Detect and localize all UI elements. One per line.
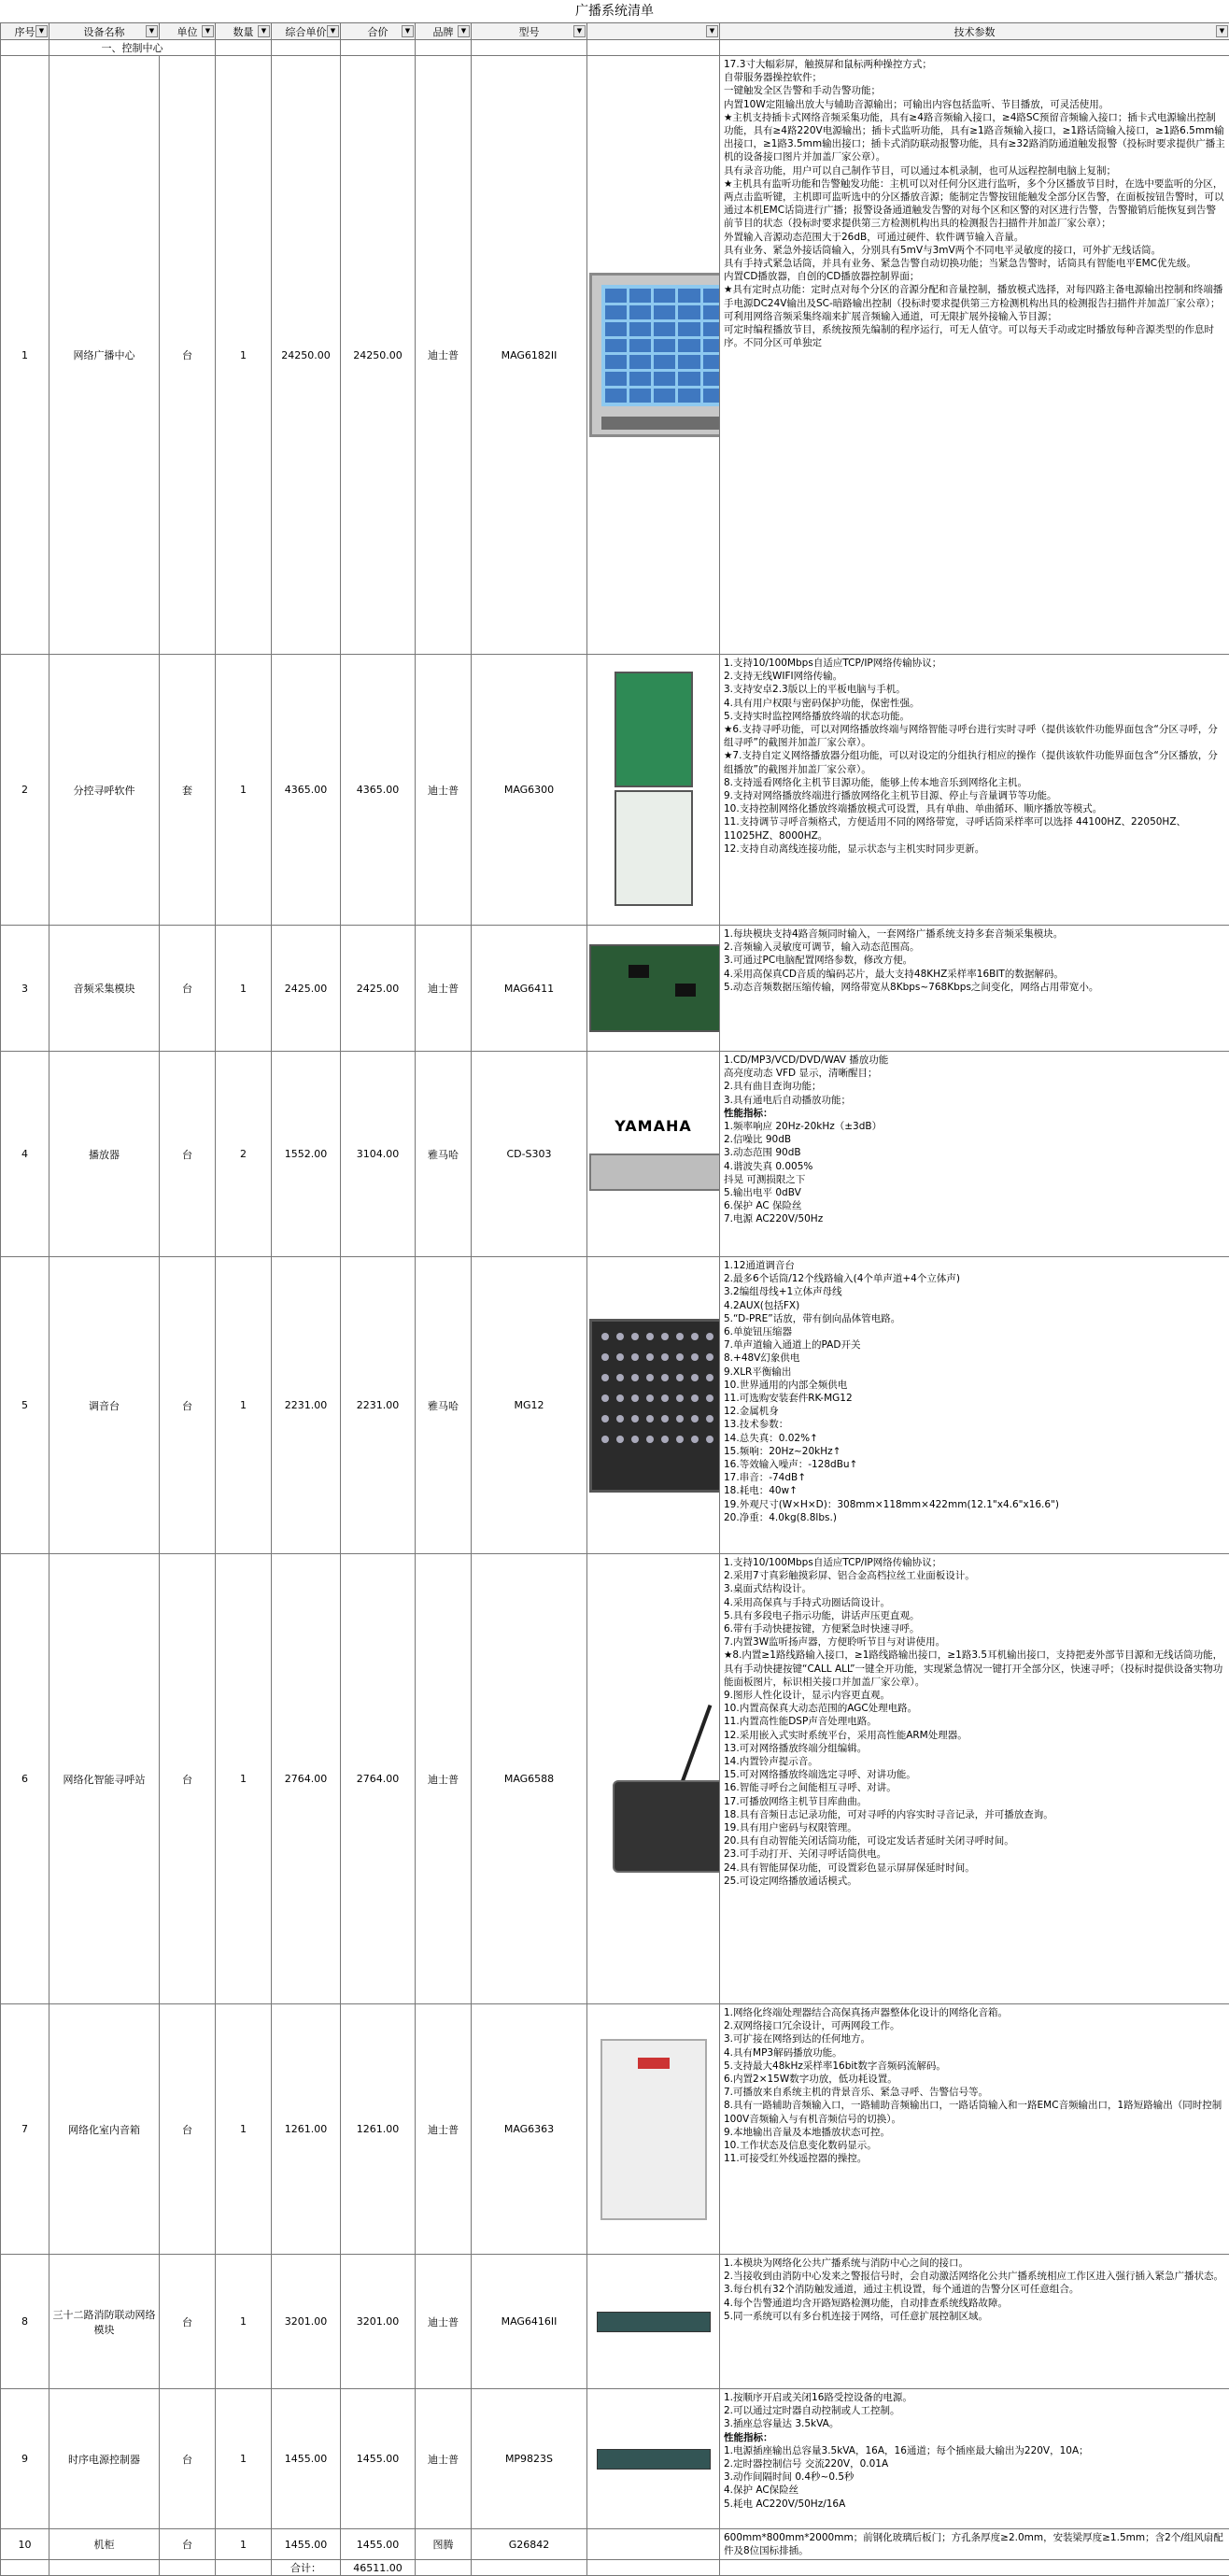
cell-image[interactable]: [587, 1052, 720, 1257]
spec-line: 3.具有通电后自动播放功能；: [724, 1094, 1225, 1107]
cell-model[interactable]: MAG6588: [472, 1554, 587, 2004]
spec-line: 2.双网络接口冗余设计，可两网段工作。: [724, 2019, 1225, 2032]
spec-line: 可定时编程播放节目，系统按预先编制的程序运行，可无人值守。可以每天手动或定时播放每种音源类型的作息时序。不同分区可单独定: [724, 323, 1225, 349]
col-no[interactable]: 序号 ▼: [1, 23, 49, 40]
empty-cell[interactable]: [472, 2560, 587, 2576]
filter-dropdown-icon[interactable]: ▼: [146, 25, 158, 37]
cell-price[interactable]: 4365.00: [272, 655, 341, 926]
filter-dropdown-icon[interactable]: ▼: [35, 25, 48, 37]
spec-line: 11.可接受红外线遥控器的操控。: [724, 2152, 1225, 2165]
spec-line: ★主机支持插卡式网络音频采集功能，具有≥4路音频输入接口，≥4路SC预留音频输入接口；插卡式电源输出控制功能，具有≥4路220V电源输出；插卡式监听功能，具有≥1路音频输入接口，≥1路话筒输入接口，≥1路6.5mm输出接口，≥1路3.5mm输出接口；插卡式消防联动报警功能，具有≥32路消防通道触发报警（投标时要求提供广播主机的设备接口图片并加盖厂家公章）。: [724, 111, 1225, 164]
spec-line: 16.等效输入噪声：-128dBu↑: [724, 1458, 1225, 1471]
col-qty[interactable]: 数量 ▼: [216, 23, 272, 40]
yamaha-logo: YAMAHA: [589, 1117, 717, 1135]
cell-price[interactable]: 1552.00: [272, 1052, 341, 1257]
spec-line: 10.世界通用的内部全频供电: [724, 1379, 1225, 1392]
cell-no[interactable]: 4: [1, 1052, 49, 1257]
spec-line: 3.动态范围 90dB: [724, 1146, 1225, 1159]
spec-line: 4.具有用户权限与密码保护功能，保密性强。: [724, 697, 1225, 710]
table-row: [1, 2389, 1229, 2529]
spec-line: 6.保护 AC 保险丝: [724, 1199, 1225, 1212]
filter-dropdown-icon[interactable]: ▼: [402, 25, 414, 37]
spec-line: 25.可设定网络播放通话模式。: [724, 1875, 1225, 1888]
cell-no[interactable]: 1: [1, 56, 49, 655]
col-spec[interactable]: 技术参数 ▼: [720, 23, 1229, 40]
spec-line: 4.2AUX(包括FX): [724, 1299, 1225, 1312]
spec-line: 17.串音：-74dB↑: [724, 1471, 1225, 1484]
cell-image[interactable]: [587, 56, 720, 655]
spec-line: 2.音频输入灵敏度可调节，输入动态范围高。: [724, 941, 1225, 954]
empty-cell[interactable]: [416, 2560, 472, 2576]
cell-brand[interactable]: 雅马哈: [416, 1257, 472, 1554]
spec-line: 19.外观尺寸(W×H×D)：308mm×118mm×422mm(12.1"x4.6"x16.6"): [724, 1498, 1225, 1511]
cell-qty[interactable]: 1: [216, 2255, 272, 2389]
spec-line: 1.本模块为网络化公共广播系统与消防中心之间的接口。: [724, 2257, 1225, 2270]
spec-line: 9.本地输出音量及本地播放状态可控。: [724, 2126, 1225, 2139]
spec-line: 4.保护 AC保险丝: [724, 2484, 1225, 2497]
table-row: [1, 2255, 1229, 2389]
cell-total[interactable]: 1455.00: [341, 2389, 416, 2529]
cell-brand[interactable]: 迪士普: [416, 2004, 472, 2255]
spec-line: 1.频率响应 20Hz-20kHz（±3dB）: [724, 1120, 1225, 1133]
cd-player-image: [589, 1117, 717, 1191]
spec-line: 自带服务器操控软件；: [724, 71, 1225, 84]
spec-line: 4.谐波失真 0.005%: [724, 1160, 1225, 1173]
col-image[interactable]: [587, 23, 720, 40]
col-brand[interactable]: 品牌 ▼: [416, 23, 472, 40]
filter-dropdown-icon[interactable]: ▼: [573, 25, 586, 37]
spec-line: 10.内置高保真大动态范围的AGC处理电路。: [724, 1702, 1225, 1715]
table-row: [1, 2529, 1229, 2560]
spec-line: 5.具有多段电子指示功能，讲话声压更直观。: [724, 1609, 1225, 1622]
filter-dropdown-icon[interactable]: ▼: [258, 25, 270, 37]
spec-line: 8.支持遥看网络化主机节目源功能，能够上传本地音乐到网络化主机。: [724, 776, 1225, 789]
spec-line: 5.动态音频数据压缩传输，网络带宽从8Kbps~768Kbps之间变化，网络占用带宽小。: [724, 981, 1225, 994]
table-row: [1, 926, 1229, 1052]
spec-line: 2.当接收到由消防中心发来之警报信号时，会自动激活网络化公共广播系统相应工作区进入强行插入紧急广播状态。: [724, 2270, 1225, 2283]
cell-spec[interactable]: [720, 655, 1229, 926]
cell-price[interactable]: 1261.00: [272, 2004, 341, 2255]
spec-line: 11.支持调节寻呼音频格式，方便适用不同的网络带宽，寻呼话筒采样率可以选择 44100HZ、22050HZ、11025HZ、8000HZ。: [724, 815, 1225, 842]
spec-line: 性能指标：: [724, 1107, 1225, 1120]
cell-brand[interactable]: 迪士普: [416, 2255, 472, 2389]
spec-line: 7.可播放来自系统主机的背景音乐、紧急寻呼、告警信号等。: [724, 2086, 1225, 2099]
spec-line: 内置CD播放器，自创的CD播放器控制界面；: [724, 270, 1225, 283]
cell-image[interactable]: [587, 2529, 720, 2560]
cell-name[interactable]: 调音台: [49, 1257, 160, 1554]
cell-model[interactable]: MP9823S: [472, 2389, 587, 2529]
spec-line: 一键触发全区告警和手动告警功能；: [724, 84, 1225, 97]
spec-line: 14.内置铃声提示音。: [724, 1755, 1225, 1768]
cell-no[interactable]: 3: [1, 926, 49, 1052]
cell-total[interactable]: 3104.00: [341, 1052, 416, 1257]
spec-line: ★8.内置≥1路线路输入接口，≥1路线路输出接口，≥1路3.5耳机输出接口，支持把麦外部节目源和无线话筒功能，具有手动快捷按键“CALL ALL”一键全开功能，实现紧急情况一键打开全部分区，快速寻呼；（投标时提供设备实物功能面板图片，标识相关接口并加盖厂家公章）。: [724, 1649, 1225, 1689]
spec-line: 3.支持安卓2.3版以上的平板电脑与手机。: [724, 683, 1225, 696]
spec-line: 外置输入音源动态范围大于26dB，可通过硬件、软件调节输入音量。: [724, 231, 1225, 244]
spec-line: 1.CD/MP3/VCD/DVD/WAV 播放功能: [724, 1054, 1225, 1067]
cell-brand[interactable]: 迪士普: [416, 926, 472, 1052]
cell-unit[interactable]: 台: [160, 1052, 216, 1257]
cell-image[interactable]: [587, 1257, 720, 1554]
cell-price[interactable]: 1455.00: [272, 2529, 341, 2560]
cell-unit[interactable]: 台: [160, 56, 216, 655]
spec-line: ★7.支持自定义网络播放器分组功能，可以对设定的分组执行相应的操作（提供该软件功能界面包含“分区播放，分组播放”的截图并加盖厂家公章）。: [724, 749, 1225, 775]
cell-brand[interactable]: 迪士普: [416, 2389, 472, 2529]
cell-qty[interactable]: 1: [216, 2529, 272, 2560]
spec-line: 13.技术参数：: [724, 1418, 1225, 1431]
cell-name[interactable]: 机柜: [49, 2529, 160, 2560]
cell-model[interactable]: MAG6300: [472, 655, 587, 926]
spec-line: 1.电源插座输出总容量3.5kVA，16A，16通道；每个插座最大输出为220V，10A；: [724, 2444, 1225, 2457]
cell-spec[interactable]: [720, 2529, 1229, 2560]
spec-line: 4.具有MP3解码播放功能。: [724, 2046, 1225, 2059]
spec-line: 15.频响：20Hz~20kHz↑: [724, 1445, 1225, 1458]
cell-spec[interactable]: [720, 1052, 1229, 1257]
paging-mic-image: [589, 1677, 720, 1882]
cell-spec[interactable]: [720, 2255, 1229, 2389]
spec-line: 8.具有一路辅助音频输入口，一路辅助音频输出口，一路话筒输入和一路EMC音频输出口，1路短路输出（同时控制100V音频输入与有机音频信号的切换）。: [724, 2099, 1225, 2125]
spec-line: 6.内置2×15W数字功放，低功耗设置。: [724, 2073, 1225, 2086]
spec-line: 具有手持式紧急话筒，并具有业务、紧急告警自动切换功能；当紧急告警时，话筒具有智能电平EMC优先级。: [724, 257, 1225, 270]
table-row: [1, 1052, 1229, 1257]
spec-line: 1.网络化终端处理器结合高保真扬声器整体化设计的网络化音箱。: [724, 2006, 1225, 2019]
cell-brand[interactable]: 图腾: [416, 2529, 472, 2560]
sheet-title: 广播系统清单: [0, 0, 1229, 23]
filter-dropdown-icon[interactable]: ▼: [327, 25, 339, 37]
spec-line: 17.可播放网络主机节目库曲曲。: [724, 1795, 1225, 1808]
cell-price[interactable]: 2764.00: [272, 1554, 341, 2004]
spec-line: 20.具有自动智能关闭话筒功能，可设定发话者延时关闭寻呼时间。: [724, 1834, 1225, 1847]
spec-line: 3.桌面式结构设计。: [724, 1582, 1225, 1595]
cell-model[interactable]: MAG6416II: [472, 2255, 587, 2389]
table-row: [1, 1257, 1229, 1554]
spec-line: 3.可扩接在网络到达的任何地方。: [724, 2032, 1225, 2045]
spec-line: 10.支持控制网络化播放终端播放模式可设置，具有单曲、单曲循环、顺序播放等模式。: [724, 802, 1225, 815]
spec-line: 2.可以通过定时器自动控制或人工控制。: [724, 2404, 1225, 2417]
cell-unit[interactable]: 台: [160, 2255, 216, 2389]
col-model[interactable]: 型号 ▼: [472, 23, 587, 40]
spec-line: 16.智能寻呼台之间能相互寻呼、对讲。: [724, 1781, 1225, 1794]
cell-total[interactable]: 2425.00: [341, 926, 416, 1052]
cell-qty[interactable]: 1: [216, 2004, 272, 2255]
cell-image[interactable]: [587, 2389, 720, 2529]
spec-line: 可利用网络音频采集终端来扩展音频输入通道，可无限扩展外接输入节目源；: [724, 310, 1225, 323]
spec-line: 4.采用高保真与手持式功圈话筒设计。: [724, 1596, 1225, 1609]
cell-name[interactable]: 播放器: [49, 1052, 160, 1257]
indoor-speaker-image: [600, 2039, 707, 2220]
col-total[interactable]: 合价 ▼: [341, 23, 416, 40]
filter-dropdown-icon[interactable]: ▼: [1216, 25, 1228, 37]
cell-total[interactable]: 24250.00: [341, 56, 416, 655]
spec-line: 5.支持实时监控网络播放终端的状态功能。: [724, 710, 1225, 723]
filter-dropdown-icon[interactable]: ▼: [458, 25, 470, 37]
cell-no[interactable]: 8: [1, 2255, 49, 2389]
cell-brand[interactable]: 雅马哈: [416, 1052, 472, 1257]
mobile-app-image: [589, 672, 717, 909]
spec-line: 12.采用嵌入式实时系统平台，采用高性能ARM处理器。: [724, 1729, 1225, 1742]
empty-cell[interactable]: [160, 2560, 216, 2576]
spec-line: 7.单声道输入通道上的PAD开关: [724, 1338, 1225, 1352]
cell-brand[interactable]: 迪士普: [416, 1554, 472, 2004]
spec-line: ★6.支持寻呼功能，可以对网络播放终端与网络智能寻呼台进行实时寻呼（提供该软件功能界面包含“分区寻呼，分组寻呼”的截图并加盖厂家公章）。: [724, 723, 1225, 749]
spec-line: 12.支持自动离线连接功能，显示状态与主机实时同步更新。: [724, 842, 1225, 856]
spec-line: 1.每块模块支持4路音频同时输入，一套网络广播系统支持多套音频采集模块。: [724, 927, 1225, 941]
spec-line: 2.采用7寸真彩触摸彩屏、铝合金高档拉丝工业面板设计。: [724, 1569, 1225, 1582]
spec-line: 11.内置高性能DSP声音处理电路。: [724, 1715, 1225, 1728]
cell-image[interactable]: [587, 926, 720, 1052]
spec-line: 1.按顺序开启或关闭16路受控设备的电源。: [724, 2391, 1225, 2404]
table-row: [1, 1554, 1229, 2004]
cell-qty[interactable]: 1: [216, 2389, 272, 2529]
spec-line: 具有录音功能，用户可以自己制作节目，可以通过本机录制，也可从远程控制电脑上复制；: [724, 164, 1225, 177]
spec-line: 13.可对网络播放终端分组编辑。: [724, 1742, 1225, 1755]
power-sequencer-image: [597, 2449, 711, 2470]
cell-unit[interactable]: 台: [160, 1257, 216, 1554]
spec-line: ★具有定时点功能：定时点对每个分区的音源分配和音量控制，播放模式选择，对每四路主备电源输出控制和终端播手电源DC24V输出及SC-暗路输出控制（投标时要求提供第三方检测机构出具的检测报告扫描件并加盖厂家公章）；: [724, 283, 1225, 309]
cell-model[interactable]: MAG6411: [472, 926, 587, 1052]
section-row: [1, 40, 1229, 56]
spec-line: 9.图形人性化设计，显示内容更直观。: [724, 1689, 1225, 1702]
spec-line: 2.支持无线WIFI网络传输。: [724, 670, 1225, 683]
cell-total[interactable]: 3201.00: [341, 2255, 416, 2389]
spec-line: 抖晃 可测损限之下: [724, 1173, 1225, 1186]
spec-line: 18.耗电：40w↑: [724, 1484, 1225, 1497]
cell-qty[interactable]: 1: [216, 1554, 272, 2004]
spec-line: 5.同一系统可以有多台机连接于网络，可任意扩展控制区域。: [724, 2310, 1225, 2323]
cell-model[interactable]: MAG6363: [472, 2004, 587, 2255]
cell-model[interactable]: CD-S303: [472, 1052, 587, 1257]
col-name[interactable]: 设备名称 ▼: [49, 23, 160, 40]
col-unit[interactable]: 单位 ▼: [160, 23, 216, 40]
spec-line: 2.信噪比 90dB: [724, 1133, 1225, 1146]
cell-qty[interactable]: 1: [216, 1257, 272, 1554]
spec-line: 内置10W定阻输出放大与辅助音源输出；可输出内容包括监听、节目播放，可灵活使用。: [724, 98, 1225, 111]
cell-name[interactable]: 网络化室内音箱: [49, 2004, 160, 2255]
cell-unit[interactable]: 台: [160, 2529, 216, 2560]
cell-price[interactable]: 24250.00: [272, 56, 341, 655]
spec-line: 具有业务、紧急外接话筒输入，分别具有5mV与3mV两个不同电平灵敏度的接口，可外扩无线话筒。: [724, 244, 1225, 257]
cell-unit[interactable]: 台: [160, 2389, 216, 2529]
spec-line: 2.最多6个话筒/12个线路输入(4个单声道+4个立体声): [724, 1272, 1225, 1285]
cell-spec[interactable]: [720, 2004, 1229, 2255]
cell-brand[interactable]: 迪士普: [416, 56, 472, 655]
spec-line: 23.可手动打开、关闭寻呼话筒供电。: [724, 1847, 1225, 1861]
table-row: [1, 655, 1229, 926]
cell-total[interactable]: 1261.00: [341, 2004, 416, 2255]
spec-line: 3.2编组母线+1立体声母线: [724, 1285, 1225, 1298]
cell-name[interactable]: 分控寻呼软件: [49, 655, 160, 926]
cell-model[interactable]: MAG6182II: [472, 56, 587, 655]
spec-line: 1.支持10/100Mbps自适应TCP/IP网络传输协议；: [724, 657, 1225, 670]
spec-line: 4.采用高保真CD音质的编码芯片，最大支持48KHZ采样率16BIT的数据解码。: [724, 968, 1225, 981]
cell-no[interactable]: 7: [1, 2004, 49, 2255]
spec-line: 20.净重：4.0kg(8.8lbs.): [724, 1511, 1225, 1524]
broadcast-center-image: [589, 273, 720, 437]
cell-unit[interactable]: 套: [160, 655, 216, 926]
cell-no[interactable]: 6: [1, 1554, 49, 2004]
spec-line: 5.支持最大48kHz采样率16bit数字音频码流解码。: [724, 2059, 1225, 2073]
cell-no[interactable]: 10: [1, 2529, 49, 2560]
cell-total[interactable]: 1455.00: [341, 2529, 416, 2560]
cell-name[interactable]: 时序电源控制器: [49, 2389, 160, 2529]
cell-name[interactable]: 网络化智能寻呼站: [49, 1554, 160, 2004]
filter-dropdown-icon[interactable]: ▼: [202, 25, 214, 37]
cell-image[interactable]: [587, 2255, 720, 2389]
spec-line: ★主机具有监听功能和告警触发功能：主机可以对任何分区进行监听，多个分区播放节目时，在选中要监听的分区，两点击监听键，主机即可监听选中的分区播放音源；能制定告警按钮能触发全部分区告警，在面板按钮告警时，可以通过本机EMC话筒进行广播；报警设备通道触发告警的对每个区和区警的对区进行告警，告警撤销后能恢复到告警前节目的状态（投标时要求提供第三方检测机构出具的检测报告扫描件并加盖厂家公章）；: [724, 177, 1225, 231]
cell-qty[interactable]: 1: [216, 926, 272, 1052]
spec-line: 高亮度动态 VFD 显示，清晰醒目；: [724, 1067, 1225, 1080]
spec-line: 19.具有用户密码与权限管理。: [724, 1821, 1225, 1834]
cell-no[interactable]: 2: [1, 655, 49, 926]
spec-line: 8.+48V幻象供电: [724, 1352, 1225, 1365]
cell-spec[interactable]: [720, 1554, 1229, 2004]
spec-line: 18.具有音频日志记录功能，可对寻呼的内容实时寻音记录，并可播放查询。: [724, 1808, 1225, 1821]
spec-line: 9.支持对网络播放终端进行播放网络化主机节目源、停止与音量调节等功能。: [724, 789, 1225, 802]
spec-line: 1.12通道调音台: [724, 1259, 1225, 1272]
table-row: [1, 56, 1229, 655]
spec-line: 3.可通过PC电脑配置网络参数，修改方便。: [724, 954, 1225, 967]
cell-name[interactable]: 音频采集模块: [49, 926, 160, 1052]
fire-link-module-image: [597, 2312, 711, 2332]
cell-no[interactable]: 9: [1, 2389, 49, 2529]
cell-spec[interactable]: [720, 1257, 1229, 1554]
mixer-image: [589, 1319, 720, 1493]
cell-image[interactable]: [587, 1554, 720, 2004]
cell-price[interactable]: 2231.00: [272, 1257, 341, 1554]
cell-spec[interactable]: [720, 926, 1229, 1052]
equipment-table: [0, 22, 1229, 2576]
spec-line: 1.支持10/100Mbps自适应TCP/IP网络传输协议；: [724, 1556, 1225, 1569]
section-label: 一、控制中心: [49, 40, 216, 56]
filter-dropdown-icon[interactable]: ▼: [706, 25, 718, 37]
cell-name[interactable]: 三十二路消防联动网络模块: [49, 2255, 160, 2389]
empty-cell[interactable]: [720, 2560, 1229, 2576]
spec-line: 3.每台机有32个消防触发通道，通过主机设置，每个通道的告警分区可任意组合。: [724, 2283, 1225, 2296]
cell-spec[interactable]: [720, 56, 1229, 655]
cell-price[interactable]: 2425.00: [272, 926, 341, 1052]
cell-no[interactable]: 5: [1, 1257, 49, 1554]
spec-line: 2.定时器控制信号 交流220V，0.01A: [724, 2457, 1225, 2470]
empty-cell[interactable]: [587, 2560, 720, 2576]
spec-line: 2.具有曲目查询功能；: [724, 1080, 1225, 1093]
spec-line: 6.带有手动快捷按键，方便紧急时快速寻呼。: [724, 1622, 1225, 1635]
spec-line: 11.可选购安装套件RK-MG12: [724, 1392, 1225, 1405]
cell-qty[interactable]: 1: [216, 655, 272, 926]
spec-line: 12.金属机身: [724, 1405, 1225, 1418]
cell-total[interactable]: 2764.00: [341, 1554, 416, 2004]
empty-cell[interactable]: [1, 2560, 49, 2576]
player-body: [589, 1154, 720, 1191]
spec-line: 6.单旋钮压缩器: [724, 1325, 1225, 1338]
empty-cell[interactable]: [216, 2560, 272, 2576]
header-row: [1, 23, 1229, 40]
cell-price[interactable]: 1455.00: [272, 2389, 341, 2529]
spec-line: 9.XLR平衡输出: [724, 1366, 1225, 1379]
cell-unit[interactable]: 台: [160, 2004, 216, 2255]
spec-line: 17.3寸大幅彩屏，触摸屏和鼠标两种操控方式；: [724, 58, 1225, 71]
cell-model[interactable]: MG12: [472, 1257, 587, 1554]
col-price[interactable]: 综合单价 ▼: [272, 23, 341, 40]
total-label[interactable]: 合计：: [272, 2560, 341, 2576]
cell-name[interactable]: 网络广播中心: [49, 56, 160, 655]
cell-unit[interactable]: 台: [160, 926, 216, 1052]
cell-unit[interactable]: 台: [160, 1554, 216, 2004]
cell-brand[interactable]: 迪士普: [416, 655, 472, 926]
cell-spec[interactable]: [720, 2389, 1229, 2529]
spec-line: 4.每个告警通道均含开路短路检测功能，自动排查系统线路故障。: [724, 2297, 1225, 2310]
spec-line: 7.内置3W监听扬声器，方便聆听节目与对讲使用。: [724, 1635, 1225, 1649]
total-value[interactable]: 46511.00: [341, 2560, 416, 2576]
spec-line: 5.输出电平 0dBV: [724, 1186, 1225, 1199]
audio-module-image: [589, 944, 720, 1032]
empty-cell[interactable]: [49, 2560, 160, 2576]
total-row: [1, 2560, 1229, 2576]
cell-price[interactable]: 3201.00: [272, 2255, 341, 2389]
spec-line: 14.总失真：0.02%↑: [724, 1432, 1225, 1445]
cell-model[interactable]: G26842: [472, 2529, 587, 2560]
spec-line: 3.插座总容量达 3.5kVA。: [724, 2417, 1225, 2430]
cell-image[interactable]: [587, 655, 720, 926]
cell-total[interactable]: 4365.00: [341, 655, 416, 926]
spec-line: 3.动作间隔时间 0.4秒~0.5秒: [724, 2470, 1225, 2484]
spec-line: 10.工作状态及信息变化数码显示。: [724, 2139, 1225, 2152]
cell-total[interactable]: 2231.00: [341, 1257, 416, 1554]
spec-line: 7.电源 AC220V/50Hz: [724, 1212, 1225, 1225]
spec-line: 24.具有智能屏保功能，可设置彩色显示屏屏保延时时间。: [724, 1861, 1225, 1875]
spec-line: 5.耗电 AC220V/50Hz/16A: [724, 2498, 1225, 2511]
spec-line: 性能指标：: [724, 2431, 1225, 2444]
spec-line: 5.“D-PRE”话放，带有倒向晶体管电路。: [724, 1312, 1225, 1325]
table-row: [1, 2004, 1229, 2255]
cell-image[interactable]: [587, 2004, 720, 2255]
spec-line: 15.可对网络播放终端选定寻呼、对讲功能。: [724, 1768, 1225, 1781]
cell-qty[interactable]: 2: [216, 1052, 272, 1257]
spec-line: 600mm*800mm*2000mm；前钢化玻璃后板门；方孔条厚度≥2.0mm，安装梁厚度≥1.5mm；含2个/组风扇配件及8位国标排插。: [724, 2531, 1225, 2557]
cell-qty[interactable]: 1: [216, 56, 272, 655]
